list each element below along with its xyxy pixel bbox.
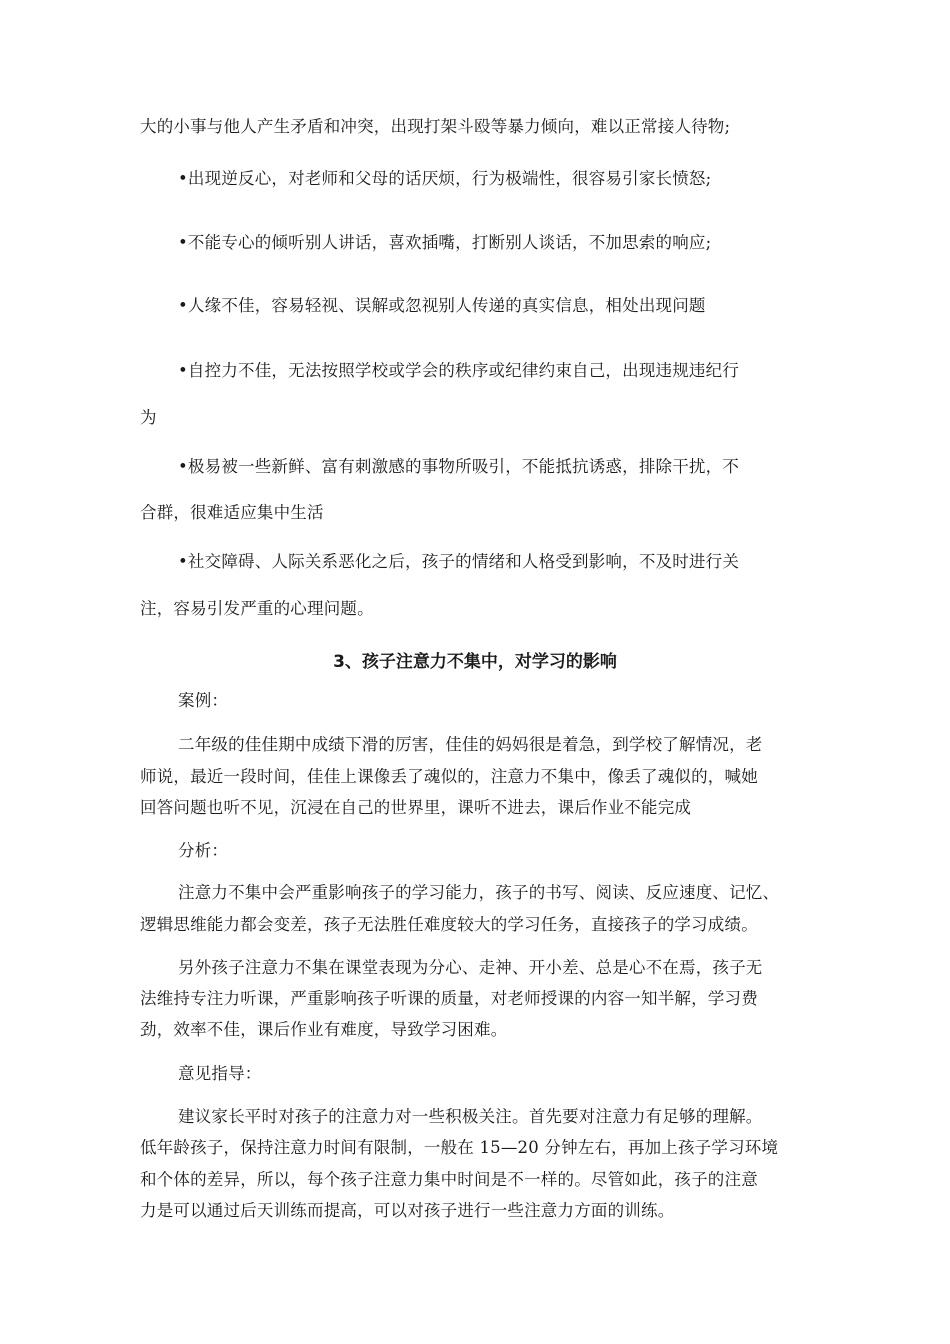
bullet-item: •自控力不佳，无法按照学校或学会的秩序或纪律约束自己，出现违规违纪行 [178, 361, 740, 380]
guidance-label: 意见指导： [178, 1064, 262, 1083]
bullet-item: •出现逆反心，对老师和父母的话厌烦，行为极端性，很容易引家长愤怒; [178, 169, 712, 188]
bullet-item: •社交障碍、人际关系恶化之后，孩子的情绪和人格受到影响，不及时进行关 [178, 552, 740, 571]
bullet-item-continuation: 为 [140, 408, 157, 427]
case-line: 师说，最近一段时间，佳佳上课像丢了魂似的，注意力不集中，像丢了魂似的，喊她 [140, 767, 758, 786]
guidance-line: 和个体的差异，所以，每个孩子注意力集中时间是不一样的。尽管如此，孩子的注意 [140, 1170, 758, 1189]
bullet-item: •不能专心的倾听别人讲话，喜欢插嘴，打断别人谈话，不加思索的响应; [178, 233, 712, 252]
case-line: 回答问题也听不见，沉浸在自己的世界里，课听不进去，课后作业不能完成 [140, 798, 692, 817]
analysis-line: 注意力不集中会严重影响孩子的学习能力，孩子的书写、阅读、反应速度、记忆、 [178, 883, 780, 902]
bullet-item: •人缘不佳，容易轻视、误解或忽视别人传递的真实信息，相处出现问题 [178, 296, 706, 315]
case-label: 案例： [178, 691, 229, 710]
analysis-line: 劲，效率不佳，课后作业有难度，导致学习困难。 [140, 1020, 508, 1039]
paragraph-line: 大的小事与他人产生矛盾和冲突，出现打架斗殴等暴力倾向，难以正常接人待物; [140, 117, 731, 136]
section-heading: 3、孩子注意力不集中，对学习的影响 [333, 652, 617, 672]
bullet-item: •极易被一些新鲜、富有刺激感的事物所吸引，不能抵抗诱惑，排除干扰，不 [178, 457, 740, 476]
analysis-line: 逻辑思维能力都会变差，孩子无法胜任难度较大的学习任务，直接孩子的学习成绩。 [140, 915, 758, 934]
guidance-line: 力是可以通过后天训练而提高，可以对孩子进行一些注意力方面的训练。 [140, 1201, 675, 1220]
bullet-item-continuation: 注，容易引发严重的心理问题。 [140, 599, 374, 618]
case-line: 二年级的佳佳期中成绩下滑的厉害，佳佳的妈妈很是着急，到学校了解情况，老 [178, 735, 763, 754]
guidance-line: 建议家长平时对孩子的注意力对一些积极关注。首先要对注意力有足够的理解。 [178, 1107, 763, 1126]
analysis-label: 分析： [178, 841, 229, 860]
analysis-line: 另外孩子注意力不集在课堂表现为分心、走神、开小差、总是心不在焉，孩子无 [178, 958, 763, 977]
analysis-line: 法维持专注力听课，严重影响孩子听课的质量，对老师授课的内容一知半解，学习费 [140, 989, 758, 1008]
guidance-line: 低年龄孩子，保持注意力时间有限制，一般在 15—20 分钟左右，再加上孩子学习环境 [140, 1138, 779, 1157]
bullet-item-continuation: 合群，很难适应集中生活 [140, 503, 324, 522]
